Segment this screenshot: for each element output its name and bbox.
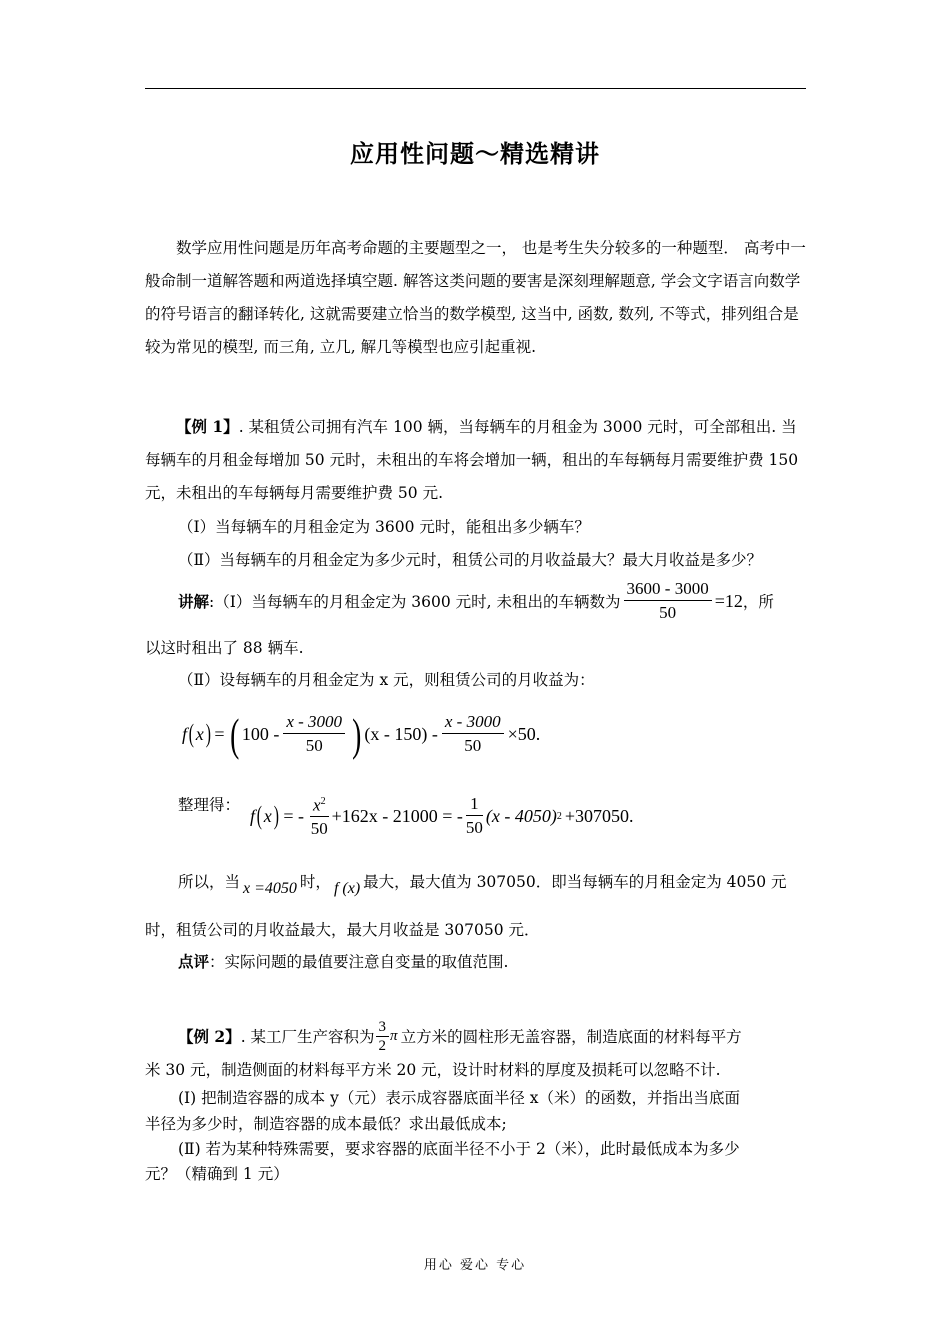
example-2-text-a: . 某工厂生产容积为 [240,1028,375,1046]
comment-label: 点评 [178,952,210,971]
one-fiftieth-denominator: 50 [465,817,483,837]
header-rule [145,88,806,89]
formula-fraction-2 [442,711,504,758]
comment-line [178,950,508,972]
conclusion-text-a: 所以，当 [178,873,241,891]
formula-2-period: . [629,805,634,826]
example-1-question-1: （Ⅰ）当每辆车的月租金定为 3600 元时，能租出多少辆车？ [178,518,590,536]
x-symbol: x [263,805,272,826]
example-1-question-2: （Ⅱ）当每辆车的月租金定为多少元时，租赁公司的月收益最大？最大月收益是多少？ [178,551,763,569]
square-exponent: 2 [556,810,562,822]
solution-1-fraction [624,578,712,625]
solution-label: 讲解 [178,592,210,611]
conclusion-f-x: f (x) [333,880,361,897]
volume-fraction [376,1018,390,1055]
formula-tail: ×50 [507,723,536,744]
example-2-label: 【例 2】 [178,1027,241,1046]
big-open-paren: ( [229,708,239,760]
example-2-question-2b: 元？（精确到 1 元） [145,1165,289,1183]
conclusion-text-c: 最大，最大值为 307050．即当每辆车的月租金定为 4050 元 [363,873,787,891]
close-paren: ) [273,801,279,830]
formula-2-tail: +307050 [564,805,629,826]
example-2-question-1b: 半径为多少时，制造容器的成本最低？求出最低成本; [145,1115,507,1133]
conclusion-text-d: 时，租赁公司的月收益最大，最大月收益是 307050 元． [145,921,540,939]
solution-part-2: （Ⅱ）设每辆车的月租金定为 x 元，则租赁公司的月收益为： [178,671,595,689]
intro-paragraph: 数学应用性问题是历年高考命题的主要题型之一， 也是考生失分较多的一种题型． 高考中一般命制一道解答题和两道选择填空题. 解答这类问题的要害是深刻理解题意, 学会文字语言向数学的符号语言的翻译转化, 这就需要建立恰当的数学模型, 这当中, 函数, 数列, 不等式，排列组合是较为常见的模型, 而三角, 立几, 解几等模型也应引起重视. [145,239,806,356]
equals-minus: = - [283,805,305,826]
example-2-question-2a: (Ⅱ) 若为某种特殊需要，要求容器的底面半径不小于 2（米），此时最低成本为多少 [178,1140,740,1158]
formula-fraction-1-denominator: 50 [305,735,323,755]
x-squared-fraction [310,791,329,842]
one-fiftieth-fraction [466,793,483,840]
example-1-text: . 某租赁公司拥有汽车 100 辆，当每辆车的月租金为 3000 元时，可全部租出. 当每辆车的月租金每增加 50 元时，未租出的车将会增加一辆，租出的车每辆每月需要维护费 150 元，未租出的车每辆每月需要维护费 50 元. [145,418,799,502]
example-1-label: 【例 1】 [176,417,239,436]
revenue-formula [182,708,540,760]
close-paren: ) [205,719,211,748]
fraction-denominator: 50 [659,602,677,622]
conclusion-line [178,862,787,897]
x-squared-denominator: 50 [310,819,328,839]
solution-1-result: =12 [714,590,743,611]
example-1-statement [145,410,807,510]
open-paren: ( [256,801,262,830]
f-symbol: f [250,805,256,826]
comment-text: ：实际问题的最值要注意自变量的取值范围. [209,953,509,971]
one-fiftieth-numerator: 1 [466,793,483,816]
open-paren: ( [188,719,194,748]
page-footer: 用心 爱心 专心 [423,1258,527,1273]
formula-fraction-1-numerator: x - 3000 [283,711,345,734]
example-2-line-1 [178,1014,742,1058]
x-squared-numerator: $x^2$ [310,791,329,818]
fraction-numerator: 3600 - 3000 [624,578,712,601]
example-2-line-2: 米 30 元，制造侧面的材料每平方米 20 元，设计时材料的厚度及损耗可以忽略不计. [145,1061,721,1079]
volume-fraction-numerator: 3 [376,1018,390,1037]
formula-fraction-2-denominator: 50 [464,735,482,755]
formula-fraction-2-numerator: x - 3000 [442,711,504,734]
simplified-formula [250,790,634,842]
solution-1-text: :（Ⅰ）当每辆车的月租金定为 3600 元时, 未租出的车辆数为 [209,593,621,611]
formula-2-middle: +162x - 21000 = - [331,805,463,826]
equals-sign: = [214,723,225,744]
formula-fraction-1 [283,711,345,758]
pi-symbol: π [390,1027,398,1044]
solution-1-conclusion: 以这时租出了 88 辆车. [145,639,304,657]
example-2-question-1a: (Ⅰ) 把制造容器的成本 y（元）表示成容器底面半径 x（米）的函数，并指出当底面 [178,1089,740,1107]
big-close-paren: ) [352,708,362,760]
page-title: 应用性问题～精选精讲 [350,140,600,168]
conclusion-text-b: 时， [299,873,331,891]
constant-100: 100 - [241,723,280,744]
volume-fraction-denominator: 2 [378,1037,387,1054]
solution-part-1 [178,576,774,626]
conclusion-x-value: x =4050 [243,880,297,897]
x-symbol: x [195,723,204,744]
example-2-text-b: 立方米的圆柱形无盖容器，制造底面的材料每平方 [400,1028,742,1046]
formula-middle: (x - 150) - [364,723,438,744]
f-symbol: f [182,723,188,744]
solution-1-tail: ，所 [742,593,774,611]
formula-period: . [535,723,541,744]
simplify-label: 整理得： [178,796,241,814]
squared-paren: (x - 4050) [485,805,557,826]
